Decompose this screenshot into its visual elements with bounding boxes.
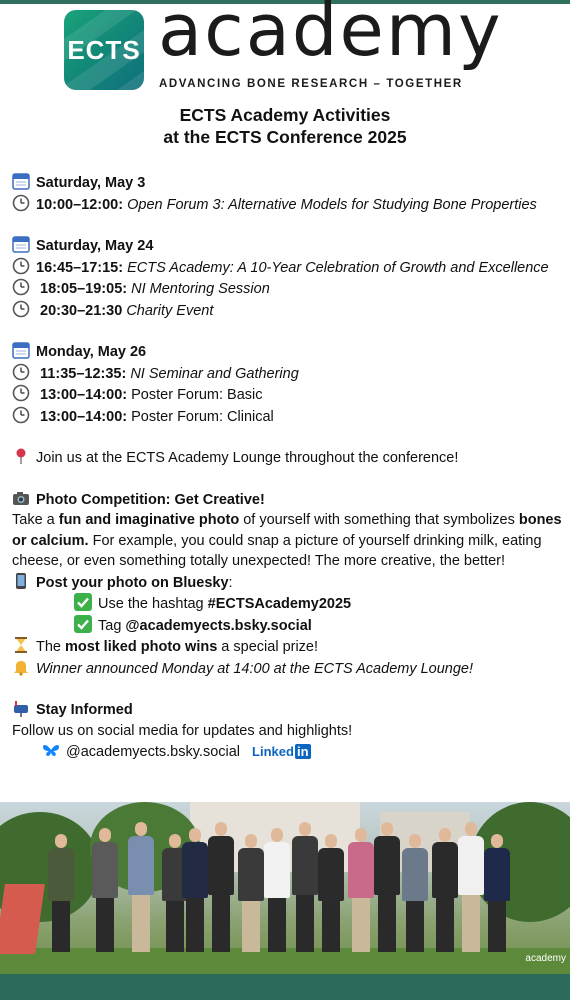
bottom-accent-bar	[0, 974, 570, 1000]
instruction-text: Tag	[98, 617, 126, 634]
bell-icon	[12, 658, 30, 676]
camera-icon	[12, 489, 30, 507]
title-line-1: ECTS Academy Activities	[179, 105, 391, 125]
event-name: Charity Event	[126, 302, 214, 319]
event-time: 18:05–19:05:	[40, 281, 128, 297]
linkedin-box: in	[296, 744, 309, 759]
photo-person	[482, 834, 512, 952]
prize-text: a special prize!	[217, 639, 319, 655]
ects-academy-logo	[64, 0, 514, 94]
lounge-text: Join us at the ECTS Academy Lounge throughout the conference!	[36, 450, 459, 466]
event-time: 13:00–14:00:	[40, 387, 128, 403]
competition-heading	[12, 489, 564, 511]
butterfly-icon[interactable]	[42, 741, 60, 759]
lounge-notice	[12, 447, 564, 469]
photo-person	[400, 834, 430, 952]
event-time: 16:45–17:15:	[36, 259, 124, 276]
stay-title: Stay Informed	[36, 702, 133, 718]
check-icon	[74, 615, 92, 633]
calendar-icon	[12, 172, 30, 190]
event-name: NI Mentoring Session	[131, 281, 270, 297]
tag-handle: @academyects.bsky.social	[125, 617, 312, 634]
photo-person	[46, 834, 76, 952]
clock-icon	[12, 194, 30, 212]
post-title: Post your photo on Bluesky	[36, 574, 229, 591]
photo-person	[262, 828, 292, 952]
competition-title: Photo Competition: Get Creative!	[36, 491, 265, 508]
calendar-icon	[12, 235, 30, 253]
badge-text: ECTS	[67, 35, 141, 65]
linkedin-text: Linked	[252, 744, 294, 759]
prize-bold: most liked photo wins	[65, 639, 218, 655]
winner-text: Winner announced Monday at 14:00 at the ECTS Academy Lounge!	[36, 660, 474, 677]
prize-line	[12, 636, 564, 658]
desc-part: For example, you could snap a picture of yourself drinking milk, eating cheese, or even something totally unexpected! The more creative, the better!	[12, 532, 542, 569]
desc-bold: fun and imaginative photo	[58, 512, 240, 528]
photo-person	[316, 834, 346, 952]
photo-person	[126, 822, 156, 952]
calendar-icon	[12, 341, 30, 359]
mailbox-icon	[12, 699, 30, 717]
linkedin-logo[interactable]	[252, 744, 310, 759]
event-name: Poster Forum: Clinical	[131, 408, 274, 425]
clock-icon	[12, 406, 30, 424]
hourglass-icon	[12, 636, 30, 654]
date-text: Saturday, May 24	[36, 238, 154, 254]
desc-part: of yourself with something that symbolizes	[239, 512, 519, 528]
date-heading	[12, 235, 564, 257]
event-item	[12, 278, 564, 300]
ects-badge	[64, 10, 144, 90]
clock-icon	[12, 300, 30, 318]
photo-person	[372, 822, 402, 952]
photo-person	[206, 822, 236, 952]
page-title	[0, 104, 570, 148]
title-line-2: at the ECTS Conference 2025	[163, 127, 407, 147]
check-icon	[74, 593, 92, 611]
post-colon: :	[228, 574, 233, 591]
event-item	[12, 257, 564, 279]
event-name: NI Seminar and Gathering	[130, 365, 299, 382]
instruction-text: Use the hashtag	[98, 596, 208, 612]
event-time: 11:35–12:35:	[40, 365, 127, 382]
event-name: ECTS Academy: A 10-Year Celebration of Growth and Excellence	[127, 259, 549, 276]
event-item	[12, 384, 564, 406]
photo-watermark: academy	[525, 953, 566, 964]
instruction-item	[12, 615, 564, 637]
stay-heading	[12, 699, 564, 721]
desc-bold: bones or calcium.	[12, 512, 562, 549]
clock-icon	[12, 363, 30, 381]
desc-part: Take a	[12, 512, 59, 528]
event-item	[12, 194, 564, 216]
hashtag: #ECTSAcademy2025	[207, 596, 352, 612]
event-item	[12, 406, 564, 428]
phone-icon	[12, 572, 30, 590]
date-text: Monday, May 26	[36, 344, 147, 360]
event-time: 20:30–21:30	[40, 302, 123, 319]
event-name: Poster Forum: Basic	[131, 387, 263, 403]
photo-person	[90, 828, 120, 952]
prize-text: The	[36, 639, 66, 655]
clock-icon	[12, 257, 30, 275]
clock-icon	[12, 278, 30, 296]
event-time: 13:00–14:00:	[40, 408, 128, 425]
event-item	[12, 363, 564, 385]
winner-line	[12, 658, 564, 680]
event-time: 10:00–12:00:	[36, 196, 124, 213]
event-item	[12, 300, 564, 322]
event-name: Open Forum 3: Alternative Models for Studying Bone Properties	[127, 196, 537, 213]
date-heading	[12, 172, 564, 194]
pin-icon	[12, 447, 30, 465]
group-photo	[0, 802, 570, 974]
logo-wordmark: academy	[158, 0, 503, 72]
competition-description	[12, 510, 564, 572]
content	[12, 172, 564, 763]
clock-icon	[12, 384, 30, 402]
date-text: Saturday, May 3	[36, 175, 146, 191]
post-heading	[12, 572, 564, 594]
logo-tagline: ADVANCING BONE RESEARCH – TOGETHER	[159, 78, 463, 90]
instruction-item	[12, 593, 564, 615]
social-row	[12, 741, 564, 763]
date-heading	[12, 341, 564, 363]
bluesky-handle[interactable]: @academyects.bsky.social	[66, 744, 241, 760]
stay-text: Follow us on social media for updates and highlights!	[12, 722, 353, 739]
